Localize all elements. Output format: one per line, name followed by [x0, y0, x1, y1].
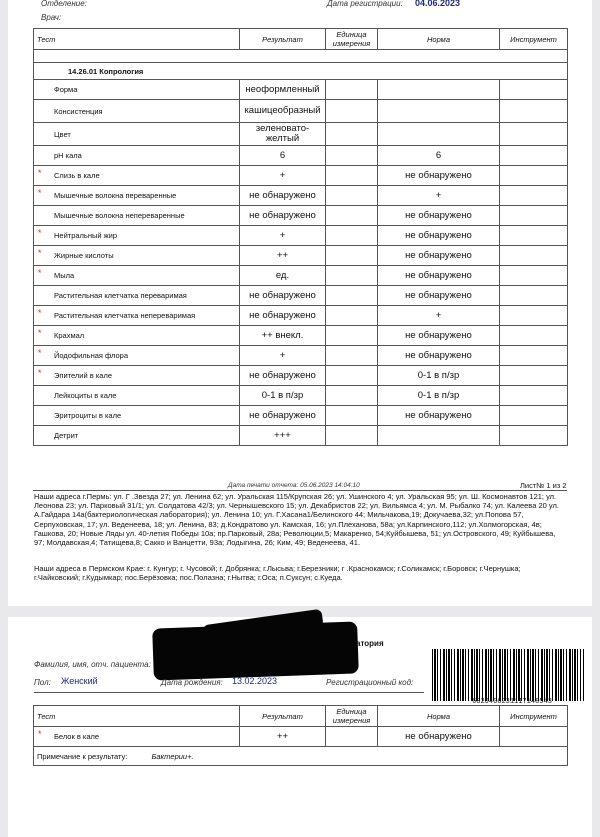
test-instrument: [500, 246, 568, 266]
test-norm: [378, 80, 500, 100]
addresses-region: Наши адреса в Пермском Крае: г. Кунгур; г. Чусовой; г. Добрянка; г.Лысьва; г.Березники; г .Краснокамск; г.Соликамск; г.Боровск; г.Чернушка; г.Чайковский; г.Кудымкар; пос.Берёзовка; пос.Полазна; г.Нытва; г.Оса; п.Суксун; с.Куеда.: [34, 564, 521, 583]
test-instrument: [500, 226, 568, 246]
abnormal-marker: *: [38, 188, 42, 198]
test-unit: [326, 346, 378, 366]
test-unit: [326, 246, 378, 266]
test-name: Мышечные волокна переваренные: [54, 191, 177, 200]
header-unit: Единица измерения: [326, 706, 378, 727]
test-name: Растительная клетчатка непереваримая: [54, 311, 196, 320]
table-row: [34, 426, 568, 446]
report-page-1: [8, 0, 592, 606]
abnormal-marker: *: [38, 328, 42, 338]
test-name-cell: [34, 426, 240, 446]
test-result: не обнаружено: [240, 286, 326, 306]
table-row: [34, 727, 568, 747]
test-instrument: [500, 426, 568, 446]
test-result: не обнаружено: [240, 406, 326, 426]
table-row: [34, 286, 568, 306]
test-result: кашицеобразный: [240, 100, 326, 123]
test-norm: не обнаружено: [378, 286, 500, 306]
doctor-label: Врач:: [41, 13, 62, 22]
note-cell: [34, 747, 568, 766]
abnormal-marker: *: [38, 248, 42, 258]
test-name: Детрит: [54, 431, 79, 440]
table-row: [34, 80, 568, 100]
test-result: 0-1 в п/зр: [240, 386, 326, 406]
test-norm: 0-1 в п/зр: [378, 386, 500, 406]
test-result: не обнаружено: [240, 186, 326, 206]
test-instrument: [500, 366, 568, 386]
test-norm: не обнаружено: [378, 727, 500, 747]
barcode-number: 6820406231117148543: [472, 698, 552, 706]
test-name-cell: [34, 306, 240, 326]
test-norm: не обнаружено: [378, 406, 500, 426]
test-result: ++: [240, 727, 326, 747]
test-name-cell: [34, 406, 240, 426]
header-result: Результат: [240, 29, 326, 50]
header-instrument: Инструмент: [500, 29, 568, 50]
results-rows: [34, 80, 568, 446]
test-unit: [326, 226, 378, 246]
test-result: +++: [240, 426, 326, 446]
header-result: Результат: [240, 706, 326, 727]
table-row: [34, 266, 568, 286]
test-unit: [326, 266, 378, 286]
test-name-cell: [34, 123, 240, 146]
test-instrument: [500, 166, 568, 186]
test-name: Мыла: [54, 271, 75, 280]
test-instrument: [500, 406, 568, 426]
test-name-cell: [34, 186, 240, 206]
test-name-cell: [34, 346, 240, 366]
sex-label: Пол:: [34, 678, 51, 687]
test-name-cell: [34, 146, 240, 166]
test-norm: [378, 123, 500, 146]
test-unit: [326, 166, 378, 186]
test-name: Нейтральный жир: [54, 231, 118, 240]
test-name: Цвет: [54, 129, 71, 139]
header-norm: Норма: [378, 706, 500, 727]
test-instrument: [500, 386, 568, 406]
section-title: 14.26.01 Копрология: [34, 63, 568, 80]
test-name: Белок в кале: [54, 732, 100, 741]
test-instrument: [500, 206, 568, 226]
test-result: +: [240, 346, 326, 366]
note-value: Бактерии+.: [151, 751, 194, 761]
test-norm: 0-1 в п/зр: [378, 366, 500, 386]
abnormal-marker: *: [38, 228, 42, 238]
test-instrument: [500, 266, 568, 286]
test-result: зеленовато-желтый: [240, 123, 326, 146]
test-instrument: [500, 146, 568, 166]
test-norm: не обнаружено: [378, 326, 500, 346]
test-name: Эпителий в кале: [54, 371, 112, 380]
results-table: [33, 28, 568, 446]
table-row: [34, 326, 568, 346]
test-instrument: [500, 186, 568, 206]
test-name-cell: [34, 226, 240, 246]
addresses-perm: Наши адреса г.Пермь: ул. Г .Звезда 27; ул. Ленина 62; ул. Уральская 115/Крупская 26; ул. Ушинского 4; ул. Уральская 95; ул. Ш. Космонавтов 121; ул. Леонова 23; ул. Парковый 31/1; ул. Солдатова 42/3; ул. Чернышевского 15; ул. Декабристов 22; ул. Вильямса 4; ул. М. Рыбалко 74; ул. Калеева 20 ул. А.Гайдара 14а(бактериологическая лаборатория); ул. Ленина 10; ул. Г.Хасана1/Белинского 44; Мильчакова,19; Докучаева,32; ул.Попова 57, Серпуховская, 17; ул. Веденеева, 18; ул. Ленина, 83; д.Кондратово ул. Камская, 16; ул.Плеханова, 58а; ул.Карпинского,112; ул.Холмогорская, 4в; Гашкова, 20; Новые Ляды ул. 40-летия Победы 10а; пр.Парковый, 28а; Революции,5; Макаренко, 54;Куйбышева, 51; ул.Островского, 49; Куйбышева, 97; Молдавская,4; Татищева,8; Сакко и Ванцетти, 93а; Лодыгина, 26; Ким, 49; Веденеева, 41.: [34, 492, 559, 548]
patient-name-label: Фамилия, имя, отч. пациента:: [34, 660, 151, 669]
test-unit: [326, 146, 378, 166]
test-unit: [326, 206, 378, 226]
test-name: Эритроциты в кале: [54, 411, 122, 420]
registration-date-label: Дата регистрации:: [327, 0, 403, 8]
test-name: pH кала: [54, 151, 82, 160]
test-norm: +: [378, 186, 500, 206]
table-row: [34, 346, 568, 366]
header-test: Тест: [34, 29, 240, 50]
table-row: [34, 246, 568, 266]
header-test: Тест: [34, 706, 240, 727]
test-norm: не обнаружено: [378, 246, 500, 266]
test-instrument: [500, 286, 568, 306]
results-table-2: [33, 705, 568, 766]
test-result: неоформленный: [240, 80, 326, 100]
birth-date-label: Дата рождения:: [161, 678, 223, 687]
test-result: не обнаружено: [240, 206, 326, 226]
section-spacer: [34, 50, 568, 63]
footer-divider: [33, 490, 567, 491]
barcode-icon: [432, 649, 584, 701]
table-row: [34, 386, 568, 406]
table-row: [34, 406, 568, 426]
table-header: [34, 29, 568, 50]
test-name-cell: [34, 166, 240, 186]
test-name-cell: [34, 326, 240, 346]
test-norm: не обнаружено: [378, 266, 500, 286]
test-name: Форма: [54, 85, 78, 94]
test-name: Слизь в кале: [54, 171, 100, 180]
test-name: Растительная клетчатка переваримая: [54, 291, 187, 300]
test-instrument: [500, 80, 568, 100]
table-row: [34, 146, 568, 166]
note-row: [34, 747, 568, 766]
test-instrument: [500, 306, 568, 326]
test-norm: +: [378, 306, 500, 326]
test-name-cell: [34, 366, 240, 386]
test-unit: [326, 326, 378, 346]
test-name-cell: [34, 386, 240, 406]
table-header-2: [34, 706, 568, 727]
report-page-2: [8, 617, 592, 837]
test-name: Мышечные волокна непереваренные: [54, 211, 185, 220]
table-row: [34, 100, 568, 123]
test-result: +: [240, 226, 326, 246]
abnormal-marker: *: [38, 729, 42, 739]
test-unit: [326, 727, 378, 747]
test-unit: [326, 406, 378, 426]
test-norm: не обнаружено: [378, 346, 500, 366]
test-norm: [378, 426, 500, 446]
test-result: 6: [240, 146, 326, 166]
abnormal-marker: *: [38, 268, 42, 278]
patient-divider: [34, 692, 424, 693]
table-row: [34, 186, 568, 206]
test-name: Консистенция: [54, 106, 103, 116]
birth-date: 13.02.2023: [232, 676, 278, 686]
test-unit: [326, 426, 378, 446]
test-instrument: [500, 346, 568, 366]
test-norm: не обнаружено: [378, 226, 500, 246]
note-label: Примечание к результату:: [37, 751, 128, 761]
test-unit: [326, 366, 378, 386]
table-row: [34, 166, 568, 186]
test-instrument: [500, 326, 568, 346]
test-result: не обнаружено: [240, 306, 326, 326]
header-unit: Единица измерения: [326, 29, 378, 50]
test-unit: [326, 100, 378, 123]
test-result: ++ внекл.: [240, 326, 326, 346]
header-norm: Норма: [378, 29, 500, 50]
table-row: [34, 206, 568, 226]
page-number: Лист№ 1 из 2: [520, 481, 567, 490]
test-name: Лейкоциты в кале: [54, 391, 117, 400]
test-norm: 6: [378, 146, 500, 166]
test-name-cell: [34, 206, 240, 226]
table-row: [34, 123, 568, 146]
table-row: [34, 226, 568, 246]
test-name-cell: [34, 286, 240, 306]
registration-code-label: Регистрационный код:: [326, 678, 414, 687]
test-unit: [326, 123, 378, 146]
lab-name-fragment: атория: [356, 639, 384, 648]
test-name-cell: [34, 100, 240, 123]
test-name: Йодофильная флора: [54, 351, 129, 360]
test-norm: не обнаружено: [378, 166, 500, 186]
test-unit: [326, 186, 378, 206]
section-row: [34, 63, 568, 80]
test-unit: [326, 286, 378, 306]
abnormal-marker: *: [38, 368, 42, 378]
test-name-cell: [34, 266, 240, 286]
test-norm: не обнаружено: [378, 206, 500, 226]
test-name-cell: [34, 727, 240, 747]
test-norm: [378, 100, 500, 123]
test-result: ++: [240, 246, 326, 266]
table-row: [34, 306, 568, 326]
header-instrument: Инструмент: [500, 706, 568, 727]
print-date: Дата печати отчета: 05.06.2023 14:04:10: [228, 482, 360, 489]
sex-value: Женский: [61, 676, 98, 686]
abnormal-marker: *: [38, 168, 42, 178]
test-instrument: [500, 727, 568, 747]
abnormal-marker: *: [38, 348, 42, 358]
test-result: +: [240, 166, 326, 186]
test-instrument: [500, 123, 568, 146]
table-row: [34, 366, 568, 386]
test-name-cell: [34, 80, 240, 100]
test-result: не обнаружено: [240, 366, 326, 386]
department-label: Отделение:: [41, 0, 87, 8]
test-name-cell: [34, 246, 240, 266]
abnormal-marker: *: [38, 308, 42, 318]
test-unit: [326, 80, 378, 100]
test-name: Жирные кислоты: [54, 251, 114, 260]
test-name: Крахмал: [54, 331, 85, 340]
test-result: ед.: [240, 266, 326, 286]
test-instrument: [500, 100, 568, 123]
test-unit: [326, 306, 378, 326]
registration-date: 04.06.2023: [415, 0, 461, 8]
test-unit: [326, 386, 378, 406]
